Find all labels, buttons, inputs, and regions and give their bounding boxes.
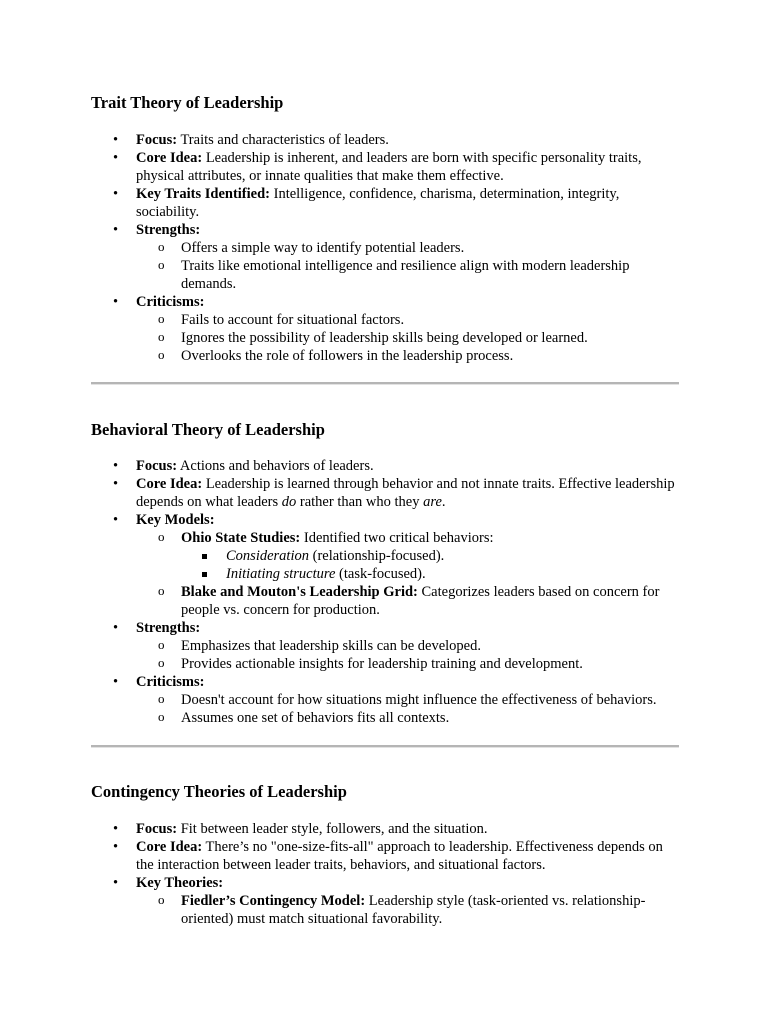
list-item: o Fails to account for situational factors. xyxy=(136,311,681,329)
list-item: • Core Idea: Leadership is learned through behavior and not innate traits. Effective leadership depends on what leaders do rather than who they are. xyxy=(91,475,681,511)
list-item: • Criticisms: o Doesn't account for how situations might influence the effectiveness of behaviors. o Assumes one set of behaviors fits all contexts. xyxy=(91,673,681,727)
sub-list xyxy=(136,691,681,727)
list-item: o Emphasizes that leadership skills can be developed. xyxy=(136,637,681,655)
list-item: o Ignores the possibility of leadership skills being developed or learned. xyxy=(136,329,681,347)
behavioral-theory-list xyxy=(91,457,681,727)
section-title-behavioral-theory: Behavioral Theory of Leadership xyxy=(91,420,325,439)
list-item: • Strengths: o Offers a simple way to identify potential leaders. o Traits like emotional intelligence and resilience align with modern leadership demands. xyxy=(91,221,681,293)
list-item: o Overlooks the role of followers in the leadership process. xyxy=(136,347,681,365)
section-divider xyxy=(91,745,679,748)
list-item: o Doesn't account for how situations might influence the effectiveness of behaviors. xyxy=(136,691,681,709)
list-item: o Blake and Mouton's Leadership Grid: Categorizes leaders based on concern for people vs. concern for production. xyxy=(136,583,681,619)
list-item: • Focus: Traits and characteristics of leaders. xyxy=(91,131,681,149)
section-divider xyxy=(91,382,679,385)
list-item: o Ohio State Studies: Identified two critical behaviors: Consideration (relationship-focused). Initiating structure (task-focused). xyxy=(136,529,681,583)
list-item: • Core Idea: There’s no "one-size-fits-all" approach to leadership. Effectiveness depends on the interaction between leader traits, behaviors, and situational factors. xyxy=(91,838,681,874)
list-item: Consideration (relationship-focused). xyxy=(181,547,681,565)
list-item: • Key Traits Identified: Intelligence, confidence, charisma, determination, integrity, sociability. xyxy=(91,185,681,221)
list-item: • Criticisms: o Fails to account for situational factors. o Ignores the possibility of leadership skills being developed or learned. o Overlooks the role of followers in the leadership process. xyxy=(91,293,681,365)
sub-list xyxy=(136,311,681,365)
contingency-theories-list xyxy=(91,820,681,928)
sub-list xyxy=(136,529,681,619)
list-item: • Key Theories: o Fiedler’s Contingency Model: Leadership style (task-oriented vs. relationship-oriented) must match situational favorability. xyxy=(91,874,681,928)
sub-list xyxy=(136,239,681,293)
list-item: • Focus: Actions and behaviors of leaders. xyxy=(91,457,681,475)
sub-sub-list xyxy=(181,547,681,583)
sub-list xyxy=(136,892,681,928)
section-title-trait-theory: Trait Theory of Leadership xyxy=(91,93,284,112)
list-item: o Provides actionable insights for leadership training and development. xyxy=(136,655,681,673)
section-title-contingency-theories: Contingency Theories of Leadership xyxy=(91,782,347,801)
list-item: • Core Idea: Leadership is inherent, and leaders are born with specific personality traits, physical attributes, or innate qualities that make them effective. xyxy=(91,149,681,185)
list-item: o Assumes one set of behaviors fits all contexts. xyxy=(136,709,681,727)
sub-list xyxy=(136,637,681,673)
list-item: o Fiedler’s Contingency Model: Leadership style (task-oriented vs. relationship-oriented) must match situational favorability. xyxy=(136,892,681,928)
list-item: • Strengths: o Emphasizes that leadership skills can be developed. o Provides actionable insights for leadership training and development. xyxy=(91,619,681,673)
list-item: • Key Models: o Ohio State Studies: Identified two critical behaviors: Consideration (relationship-focused). Initiating structure (task-focused). o Blake and Mouton's Leadership Grid: Categorizes leaders based on concern for people vs. concern for production. xyxy=(91,511,681,619)
list-item: • Focus: Fit between leader style, followers, and the situation. xyxy=(91,820,681,838)
list-item: Initiating structure (task-focused). xyxy=(181,565,681,583)
trait-theory-list xyxy=(91,131,681,365)
list-item: o Offers a simple way to identify potential leaders. xyxy=(136,239,681,257)
list-item: o Traits like emotional intelligence and resilience align with modern leadership demands. xyxy=(136,257,681,293)
